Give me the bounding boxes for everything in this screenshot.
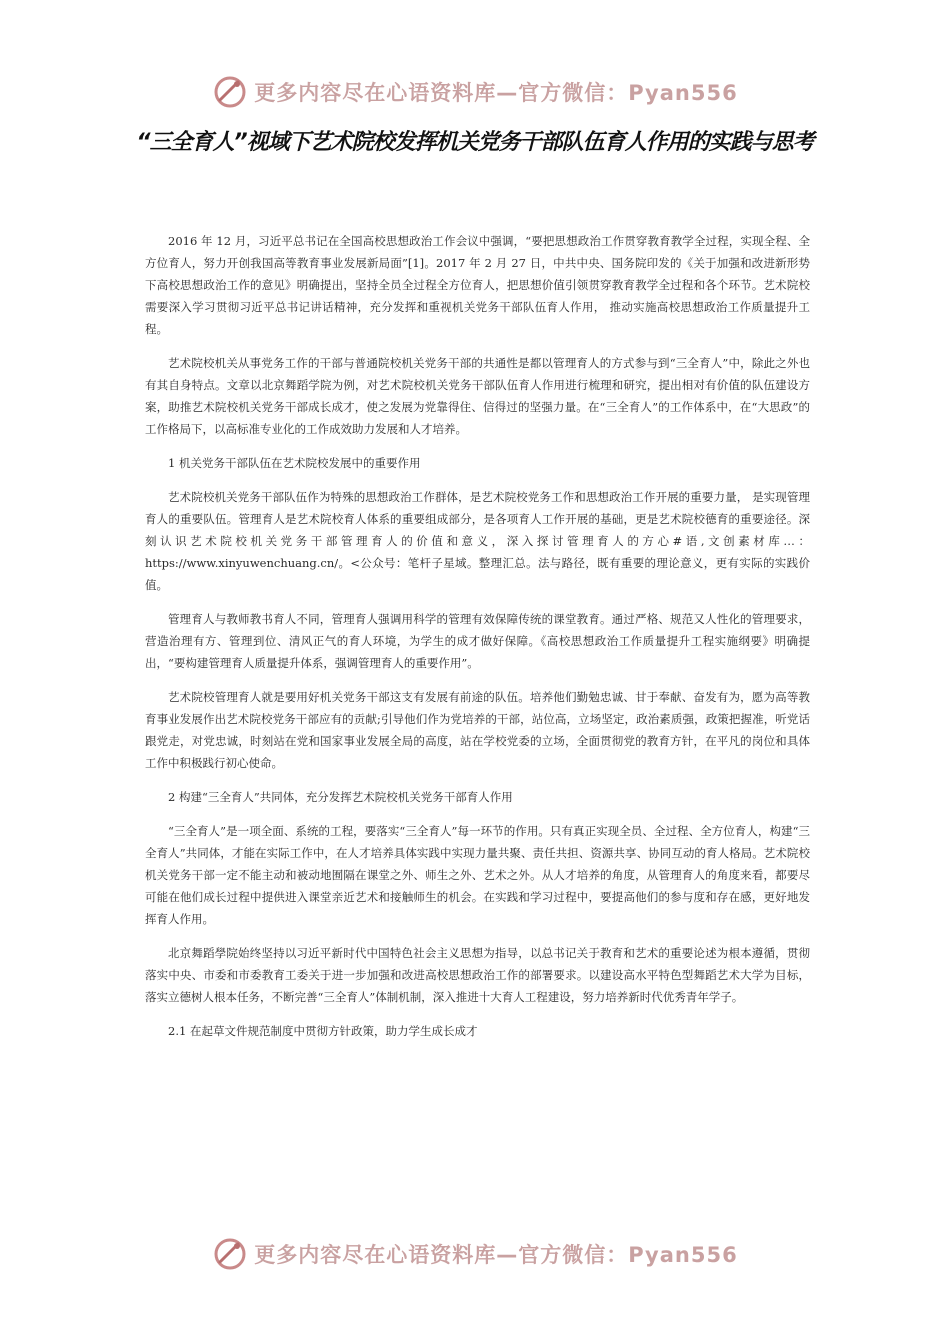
document-body — [145, 230, 810, 1054]
section-heading: 2.1 在起草文件规范制度中贯彻方针政策，助力学生成长成才 — [168, 1024, 478, 1038]
body-paragraph: 艺术院校机关党务干部队伍作为特殊的思想政治工作群体，是艺术院校党务工作和思想政治工作开展的重要力量， 是实现管理育人的重要队伍。管理育人是艺术院校育人体系的重要组成部分，是各项育人工作开展的基础，更是艺术院校德育的重要途径。深刻认识艺术院校机关党务干部管理育人的价值和意义，深入探讨管理育人的方心#语,文创素材库…：https://www.xinyuwenchuang.cn/。<公众号：笔杆子星域。整理汇总。法与路径，既有重要的理论意义，更有实际的实践价值。 — [145, 490, 810, 592]
watermark-header — [0, 74, 950, 110]
body-paragraph: “三全育人”是一项全面、系统的工程，要落实“三全育人”每一环节的作用。只有真正实现全员、全过程、全方位育人，构建“三全育人”共同体，才能在实际工作中，在人才培养具体实践中实现力量共聚、责任共担、资源共享、协同互动的育人格局。艺术院校机关党务干部一定不能主动和被动地囿隔在课堂之外、师生之外、艺术之外。从人才培养的角度，从管理育人的角度来看，都要尽可能在他们成长过程中提供进入课堂亲近艺术和接触师生的机会。在实践和学习过程中，要提高他们的参与度和存在感，更好地发挥育人作用。 — [145, 824, 810, 926]
section-heading: 2 构建“三全育人”共同体，充分发挥艺术院校机关党务干部育人作用 — [168, 790, 513, 804]
watermark-text: 更多内容尽在心语资料库—官方微信：Pyan556 — [254, 81, 738, 105]
watermark-text: 更多内容尽在心语资料库—官方微信：Pyan556 — [254, 1243, 738, 1267]
brush-seal-icon — [212, 74, 248, 110]
brush-seal-icon — [212, 1236, 248, 1272]
body-paragraph: 2016 年 12 月，习近平总书记在全国高校思想政治工作会议中强调，“要把思想政治工作贯穿教育教学全过程，实现全程、全方位育人，努力开创我国高等教育事业发展新局面”[1]。2017 年 2 月 27 日，中共中央、国务院印发的《关于加强和改进新形势下高校思想政治工作的意见》明确提出，坚持全员全过程全方位育人，把思想价值引领贯穿教育教学全过程和各个环节。艺术院校需要深入学习贯彻习近平总书记讲话精神，充分发挥和重视机关党务干部队伍育人作用， 推动实施高校思想政治工作质量提升工程。 — [145, 234, 810, 336]
section-heading: 1 机关党务干部队伍在艺术院校发展中的重要作用 — [168, 456, 421, 470]
body-paragraph: 艺术院校机关从事党务工作的干部与普通院校机关党务干部的共通性是都以管理育人的方式参与到“三全育人”中，除此之外也有其自身特点。文章以北京舞蹈学院为例，对艺术院校机关党务干部队伍育人作用进行梳理和研究，提出相对有价值的队伍建设方案，助推艺术院校机关党务干部成长成才，使之发展为党靠得住、信得过的坚强力量。在“三全育人”的工作体系中，在“大思政”的工作格局下，以高标准专业化的工作成效助力发展和人才培养。 — [145, 356, 810, 436]
body-paragraph: 艺术院校管理育人就是要用好机关党务干部这支有发展有前途的队伍。培养他们勤勉忠诚、甘于奉献、奋发有为，愿为高等教育事业发展作出艺术院校党务干部应有的贡献;引导他们作为党培养的干部，站位高，立场坚定，政治素质强，政策把握准，听党话跟党走，对党忠诚，时刻站在党和国家事业发展全局的高度，站在学校党委的立场，全面贯彻党的教育方针，在平凡的岗位和具体工作中积极践行初心使命。 — [145, 690, 810, 770]
body-paragraph: 北京舞蹈學院始终坚持以习近平新时代中国特色社会主义思想为指导，以总书记关于教育和艺术的重要论述为根本遵循，贯彻落实中央、市委和市委教育工委关于进一步加强和改进高校思想政治工作的部署要求。以建设高水平特色型舞蹈艺术大学为目标，落实立德树人根本任务，不断完善“三全育人”体制机制，深入推进十大育人工程建设，努力培养新时代优秀青年学子。 — [145, 946, 810, 1004]
watermark-footer — [0, 1236, 950, 1272]
body-paragraph: 管理育人与教师教书育人不同，管理育人强调用科学的管理有效保障传统的课堂教育。通过严格、规范又人性化的管理要求，营造治理有方、管理到位、清风正气的育人环境，为学生的成才做好保障。《高校思想政治工作质量提升工程实施纲要》明确提出，“要构建管理育人质量提升体系，强调管理育人的重要作用”。 — [145, 612, 810, 670]
document-title: “三全育人”视域下艺术院校发挥机关党务干部队伍育人作用的实践与思考 — [136, 130, 814, 155]
